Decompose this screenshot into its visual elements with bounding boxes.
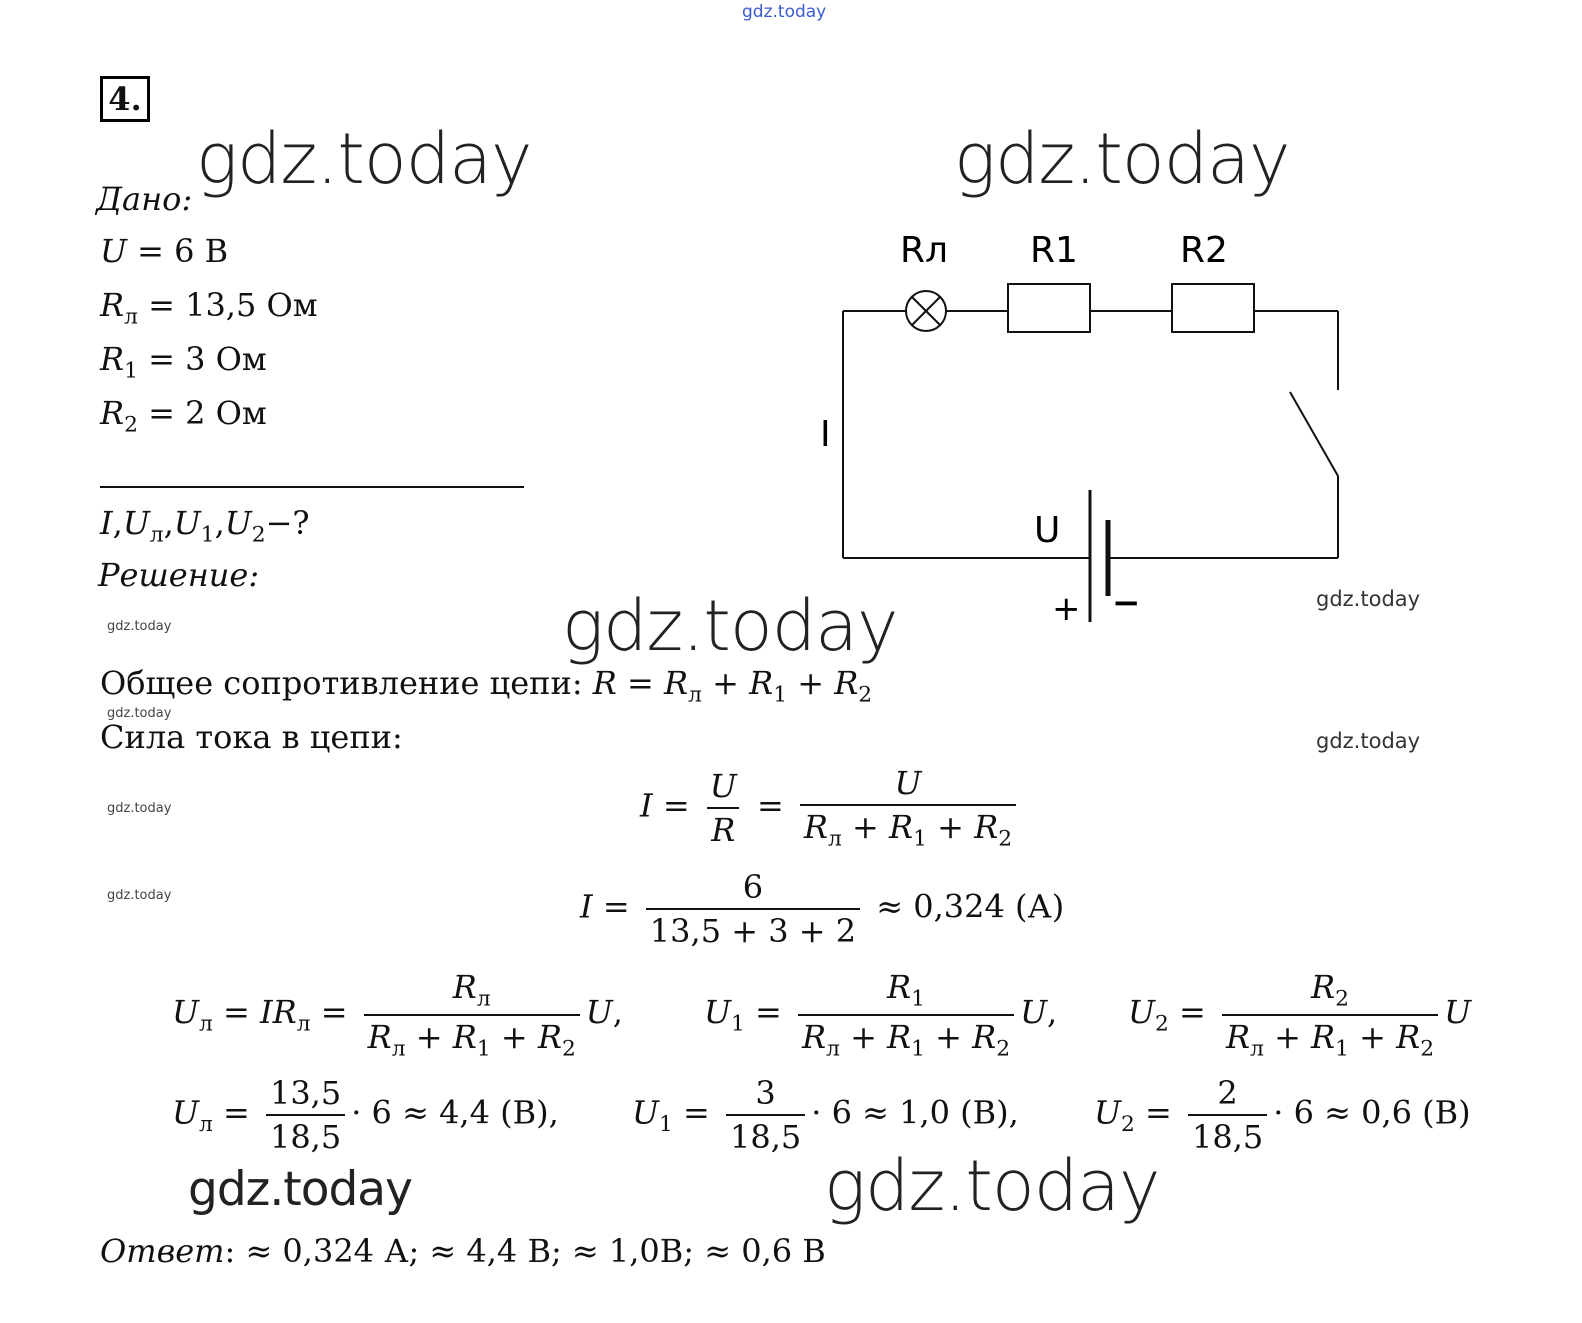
given-line: $R_л = 13,5$ Ом (100, 286, 318, 330)
formula-current-value: I = $\frac{6}{13,5 + 3 + 2}$ ≈ 0,324 (А) (580, 868, 1065, 950)
watermark-top: gdz.today (742, 2, 827, 22)
find-line: $I,U_л,U_1,U_2-$? (100, 504, 310, 548)
given-line: $R_2 = 2$ Ом (100, 394, 267, 438)
current-text: Сила тока в цепи: (100, 718, 403, 756)
total-resistance-line: Общее сопротивление цепи: $R = R_л + R_1 + R_2$ (100, 664, 873, 708)
label-r1: R1 (1030, 230, 1078, 271)
watermark-small: gdz.today (1316, 729, 1421, 753)
formula-ul: $U_л = IR_л$ = $\frac{R_л}{R_л + R_1 + R_2}$ U, (172, 968, 623, 1062)
watermark-tiny: gdz.today (107, 801, 172, 816)
divider (100, 486, 524, 488)
label-minus: − (1112, 583, 1141, 623)
watermark-big: gdz.today (196, 118, 532, 200)
problem-number: 4. (100, 76, 150, 122)
formula-u2-value: $U_2$ = $\frac{2}{18,5}$ · 6 ≈ 0,6 (В) (1094, 1074, 1471, 1156)
resistor-r2 (1172, 284, 1254, 332)
label-voltage: U (1034, 510, 1061, 551)
formula-u1-value: $U_1$ = $\frac{3}{18,5}$ · 6 ≈ 1,0 (В), (632, 1074, 1019, 1156)
watermark-tiny: gdz.today (107, 619, 172, 634)
circuit-diagram (800, 220, 1360, 640)
watermark-tiny: gdz.today (107, 888, 172, 903)
given-line: $R_1 = 3$ Ом (100, 340, 267, 384)
label-lamp: Rл (900, 230, 949, 271)
formula-u1: $U_1$ = $\frac{R_1}{R_л + R_1 + R_2}$ U, (704, 968, 1058, 1062)
given-line: U = 6 В (100, 232, 229, 270)
switch-blade (1290, 392, 1338, 476)
watermark-tiny: gdz.today (107, 706, 172, 721)
watermark-mid: gdz.today (188, 1162, 412, 1217)
label-current: I (820, 414, 831, 455)
watermark-big: gdz.today (824, 1145, 1160, 1227)
formula-u2: $U_2$ = $\frac{R_2}{R_л + R_1 + R_2}$ U (1128, 968, 1472, 1062)
watermark-big: gdz.today (562, 585, 898, 667)
label-r2: R2 (1180, 230, 1228, 271)
watermark-big: gdz.today (954, 118, 1290, 200)
resistor-r1 (1008, 284, 1090, 332)
given-heading: Дано: (96, 180, 193, 218)
formula-ul-value: $U_л$ = $\frac{13,5}{18,5}$ · 6 ≈ 4,4 (В), (172, 1074, 559, 1156)
answer-line: Ответ: ≈ 0,324 А; ≈ 4,4 В; ≈ 1,0В; ≈ 0,6 В (100, 1232, 826, 1270)
label-plus: + (1052, 589, 1081, 629)
formula-current: I = $\frac{U}{R}$ = $\frac{U}{R_л + R_1 + R_2}$ (640, 764, 1022, 852)
solution-heading: Решение: (98, 556, 260, 594)
watermark-small: gdz.today (1316, 587, 1421, 611)
